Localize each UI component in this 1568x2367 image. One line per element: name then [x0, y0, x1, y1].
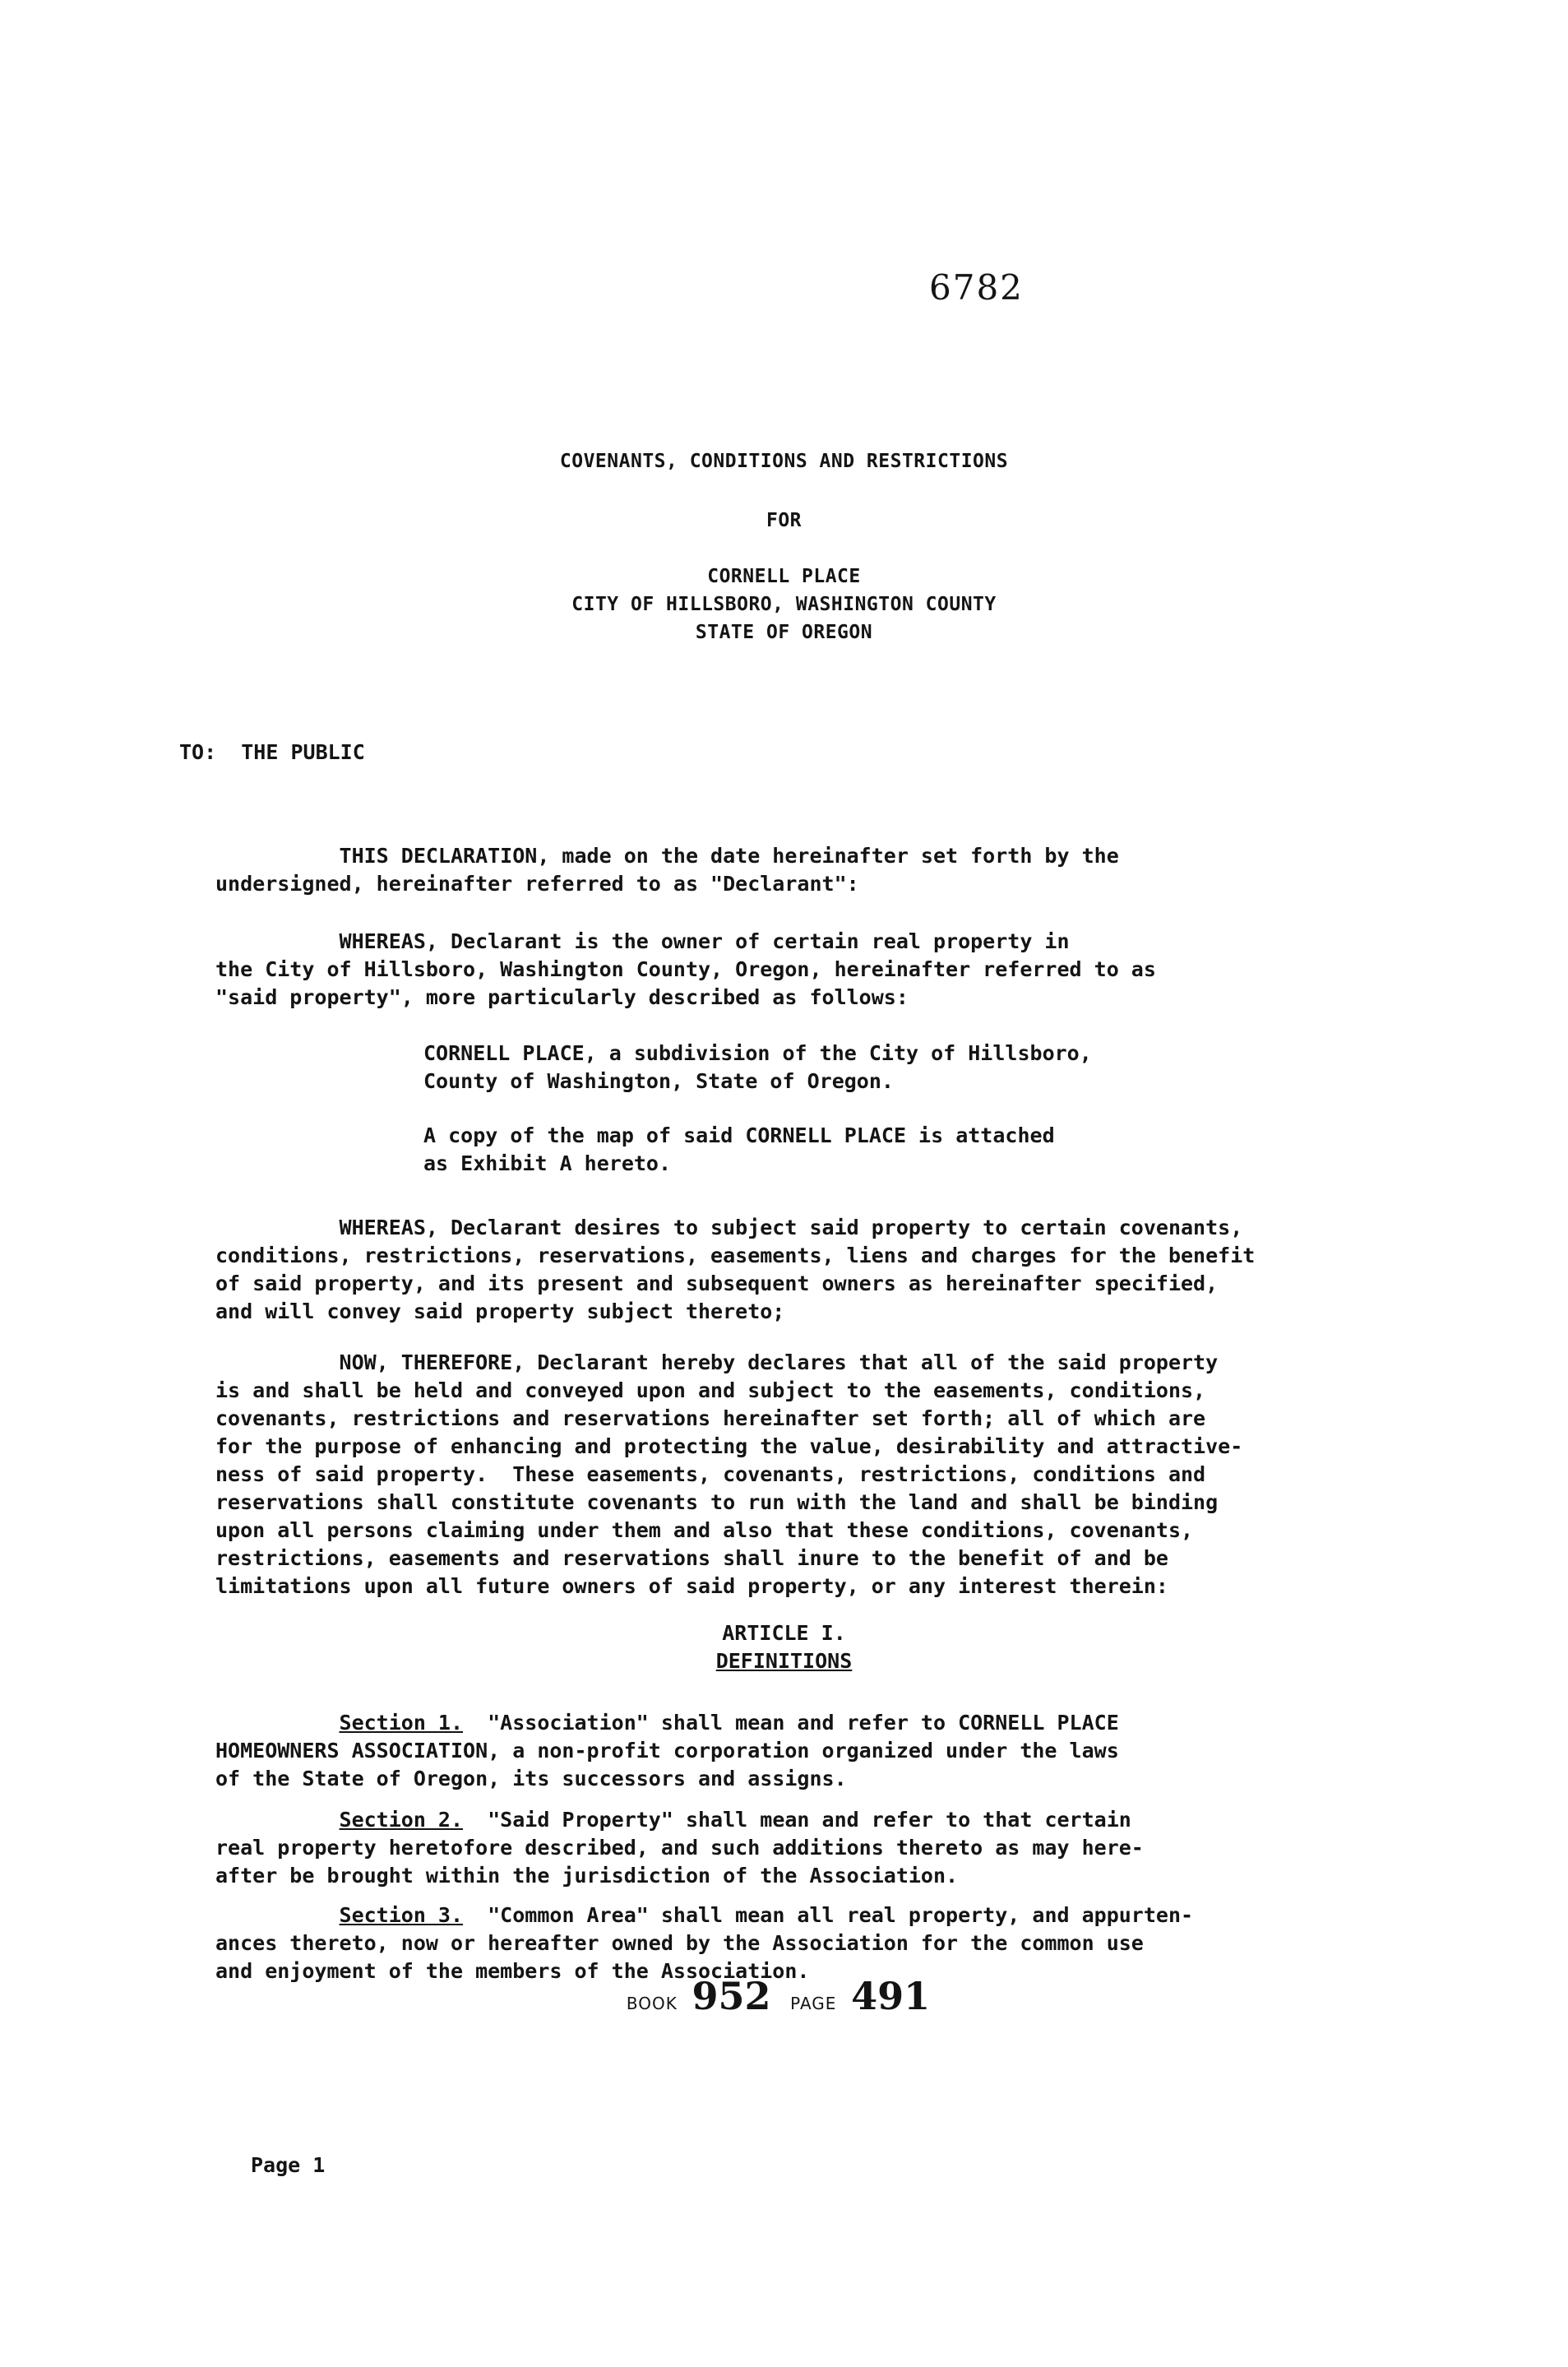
section-text: "Common Area" shall mean all real property, and appurten- ances thereto, now or hereafter owned by the Association for the common use and enjoyment of the members of the Association.: [215, 1903, 1194, 1983]
exhibit-map-note: A copy of the map of said CORNELL PLACE is attached as Exhibit A hereto.: [423, 1123, 1055, 1175]
article-number: ARTICLE I.: [722, 1621, 846, 1645]
intro-paragraph: THIS DECLARATION, made on the date hereinafter set forth by the undersigned, hereinafter referred to as "Declarant":: [215, 844, 1119, 896]
section-definition: [215, 1709, 1119, 1793]
section-definition: [215, 1806, 1144, 1890]
section-text: "Said Property" shall mean and refer to that certain real property heretofore described, and such additions thereto as may here- after be brought within the jurisdiction of the Association.: [215, 1808, 1144, 1888]
page-footer: Page 1: [251, 2153, 326, 2177]
page-number: 491: [851, 1974, 931, 2018]
title-line-covenants: COVENANTS, CONDITIONS AND RESTRICTIONS: [559, 451, 1009, 472]
title-line-for: FOR: [765, 510, 803, 531]
section-label: Section 2.: [339, 1808, 464, 1832]
document-number: 6782: [929, 267, 1024, 308]
property-description: CORNELL PLACE, a subdivision of the City of Hillsboro, County of Washington, State of Oregon.: [423, 1041, 1092, 1093]
section-label: Section 1.: [339, 1711, 464, 1735]
section-definition: [215, 1901, 1193, 1985]
section-label: Section 3.: [339, 1903, 464, 1927]
book-number: 952: [691, 1974, 771, 2018]
addressee: TO: THE PUBLIC: [179, 740, 365, 764]
book-label: BOOK: [626, 1994, 678, 2013]
whereas-intent-paragraph: WHEREAS, Declarant desires to subject said property to certain covenants, conditions, restrictions, reservations, easements, liens and charges for the benefit of said property, and its present and subsequent owners as hereinafter specified, and will convey said property subject thereto;: [215, 1216, 1256, 1323]
title-line-subdivision: CORNELL PLACE: [707, 566, 861, 587]
now-therefore-paragraph: NOW, THEREFORE, Declarant hereby declares that all of the said property is and shall be held and conveyed upon and subject to the easements, conditions, covenants, restrictions and reservations hereinafter set forth; all of which are for the purpose of enhancing and protecting the value, desirability and attractive- ness of said property. These easements, covenants, restrictions, conditions and reservations shall constitute covenants to run with the land and shall be binding upon all persons claiming under them and also that these conditions, covenants, restrictions, easements and reservations shall inure to the benefit of and be limitations upon all future owners of said property, or any interest therein:: [215, 1350, 1243, 1598]
book-page-reference: [0, 1974, 1568, 2018]
section-text: "Association" shall mean and refer to CORNELL PLACE HOMEOWNERS ASSOCIATION, a non-profit corporation organized under the laws of the State of Oregon, its successors and assigns.: [215, 1711, 1119, 1790]
title-line-city: CITY OF HILLSBORO, WASHINGTON COUNTY: [571, 594, 997, 615]
article-title: DEFINITIONS: [715, 1649, 853, 1673]
whereas-ownership-paragraph: WHEREAS, Declarant is the owner of certain real property in the City of Hillsboro, Washington County, Oregon, hereinafter referred to as "said property", more particularly described as follows:: [215, 929, 1156, 1009]
page-label: PAGE: [790, 1994, 837, 2013]
title-line-state: STATE OF OREGON: [695, 622, 873, 643]
